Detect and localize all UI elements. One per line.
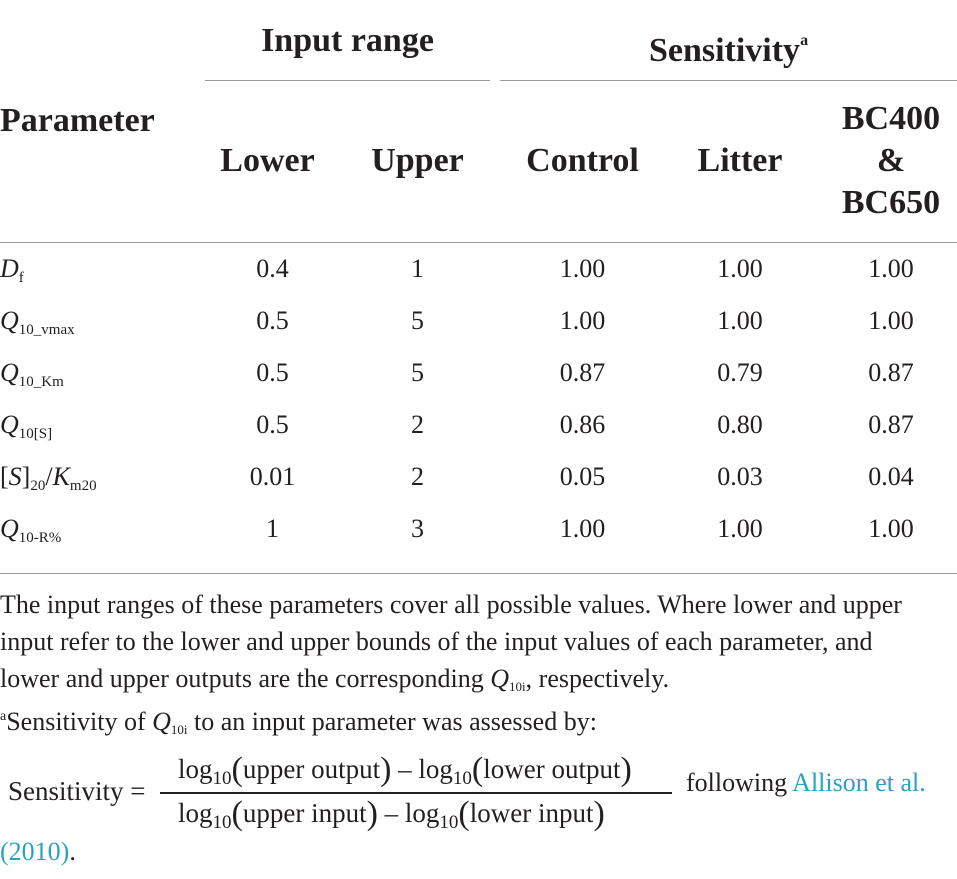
litter-cell: 1.00 xyxy=(717,306,763,335)
param-cell xyxy=(0,358,64,397)
param-symbol: Q xyxy=(0,514,19,543)
numerator-a: upper output xyxy=(242,754,381,784)
param-symbol: Q xyxy=(0,358,19,387)
input-range-header: Input range xyxy=(261,22,434,59)
param-cell xyxy=(0,306,75,345)
bc-header-line3: BC650 xyxy=(841,184,941,221)
following-text: following xyxy=(686,768,793,797)
log-text: log xyxy=(178,798,213,828)
bc-cell: 0.04 xyxy=(868,462,914,491)
log-text: log xyxy=(404,798,440,828)
log-term xyxy=(418,754,472,789)
log-base: 10 xyxy=(452,768,472,789)
control-cell: 1.00 xyxy=(559,514,606,543)
upper-cell: 3 xyxy=(411,514,424,543)
sensitivity-header xyxy=(500,20,957,72)
footnote-a-mark: a xyxy=(0,709,7,724)
litter-cell: 0.03 xyxy=(717,462,763,491)
bc-cell: 1.00 xyxy=(868,306,914,335)
sensitivity-footnote-mark: a xyxy=(800,32,809,49)
param-subscript: 10_Km xyxy=(18,374,64,390)
footnote-line-2: input refer to the lower and upper bounds of the input values of each parameter, and xyxy=(0,627,873,656)
footnote-line-1: The input ranges of these parameters cover all possible values. Where lower and upper xyxy=(0,590,902,619)
litter-header: Litter xyxy=(697,142,783,179)
log-term xyxy=(178,754,232,789)
header-bottom-rule xyxy=(0,242,957,243)
bc-header xyxy=(825,98,957,224)
log-text: log xyxy=(418,754,453,784)
param-bracket-close: ] xyxy=(21,462,31,491)
minus-sign: – xyxy=(391,754,419,784)
footnote-q-subscript: 10i xyxy=(509,679,526,694)
param-cell xyxy=(0,254,24,293)
sensitivity-underline xyxy=(500,80,957,81)
litter-cell: 0.79 xyxy=(717,358,763,387)
citation-link-part1[interactable]: Allison et al. xyxy=(792,768,926,797)
upper-cell: 5 xyxy=(411,306,424,335)
param-symbol: D xyxy=(0,254,19,283)
log-base: 10 xyxy=(439,812,459,833)
control-header: Control xyxy=(526,142,639,179)
upper-cell: 2 xyxy=(411,410,424,439)
lower-cell: 0.5 xyxy=(256,358,289,387)
log-base: 10 xyxy=(212,812,232,833)
bc-cell: 0.87 xyxy=(868,410,914,439)
footnote-line-4-end: to an input parameter was assessed by: xyxy=(187,707,597,736)
formula-following xyxy=(686,764,926,802)
control-cell: 0.05 xyxy=(559,462,606,491)
param-subscript: 10-R% xyxy=(18,530,62,546)
log-term xyxy=(178,798,232,833)
formula-denominator: $\log_{10}(upper$ input) – $\log_{10}(lower$ input) xyxy=(178,795,605,833)
sensitivity-header-text: Sensitivity xyxy=(648,32,801,69)
bc-cell: 1.00 xyxy=(868,254,914,283)
log-text: log xyxy=(178,754,213,784)
lower-cell: 1 xyxy=(266,514,279,543)
denominator-b: lower input xyxy=(469,798,594,828)
param-symbol-2: K xyxy=(52,462,70,491)
param-cell xyxy=(0,462,97,501)
numerator-b: lower output xyxy=(483,754,621,784)
table-bottom-rule xyxy=(0,573,957,574)
upper-cell: 5 xyxy=(411,358,424,387)
param-slash: / xyxy=(45,462,53,491)
citation-link-part2[interactable]: (2010) xyxy=(0,837,70,866)
param-bracket-open: [ xyxy=(0,462,9,491)
upper-cell: 2 xyxy=(411,462,424,491)
log-base: 10 xyxy=(212,768,232,789)
lower-cell: 0.01 xyxy=(249,462,296,491)
param-subscript: 10[S] xyxy=(18,426,53,442)
bc-cell: 1.00 xyxy=(868,514,914,543)
formula-label: Sensitivity = xyxy=(8,776,146,806)
lower-cell: 0.4 xyxy=(256,254,289,283)
footnote-line-3-end: , respectively. xyxy=(525,664,670,693)
fraction-bar xyxy=(160,792,672,794)
litter-cell: 0.80 xyxy=(717,410,763,439)
lower-header: Lower xyxy=(220,142,315,179)
control-cell: 0.87 xyxy=(559,358,606,387)
bc-cell: 0.87 xyxy=(868,358,914,387)
citation-period: . xyxy=(69,837,76,866)
bc-header-line2: & xyxy=(876,142,906,179)
control-cell: 1.00 xyxy=(559,254,606,283)
param-cell xyxy=(0,514,61,553)
param-subscript: f xyxy=(18,270,24,286)
param-symbol: Q xyxy=(0,410,19,439)
litter-cell: 1.00 xyxy=(717,254,763,283)
denominator-a: upper input xyxy=(242,798,367,828)
param-subscript-2: m20 xyxy=(69,478,97,494)
parameter-header: Parameter xyxy=(0,102,155,139)
control-cell: 1.00 xyxy=(559,306,606,335)
param-symbol: Q xyxy=(0,306,19,335)
bc-header-line1: BC400 xyxy=(841,100,941,137)
footnote-q-symbol: Q xyxy=(152,707,171,736)
control-cell: 0.86 xyxy=(559,410,606,439)
footnote-line-4-text: Sensitivity of xyxy=(6,707,153,736)
param-cell xyxy=(0,410,52,449)
lower-cell: 0.5 xyxy=(256,410,289,439)
formula-citation-end xyxy=(0,833,76,871)
formula-numerator: $\log_{10}(upper$ output) – $\log_{10}(lower$ output) xyxy=(178,751,632,789)
lower-cell: 0.5 xyxy=(256,306,289,335)
input-range-underline xyxy=(205,80,490,81)
footnote-line-3-text: lower and upper outputs are the corresponding xyxy=(0,664,491,693)
upper-cell: 1 xyxy=(411,254,424,283)
param-subscript: 20 xyxy=(30,478,46,494)
log-term xyxy=(404,798,459,833)
footnote-q-symbol: Q xyxy=(490,664,510,693)
footnote-line-4 xyxy=(0,698,597,749)
footnote-q-subscript: 10i xyxy=(170,722,188,737)
param-subscript: 10_vmax xyxy=(18,322,75,338)
upper-header: Upper xyxy=(371,142,464,179)
litter-cell: 1.00 xyxy=(717,514,763,543)
param-symbol: S xyxy=(8,462,22,491)
minus-sign: – xyxy=(377,798,405,828)
